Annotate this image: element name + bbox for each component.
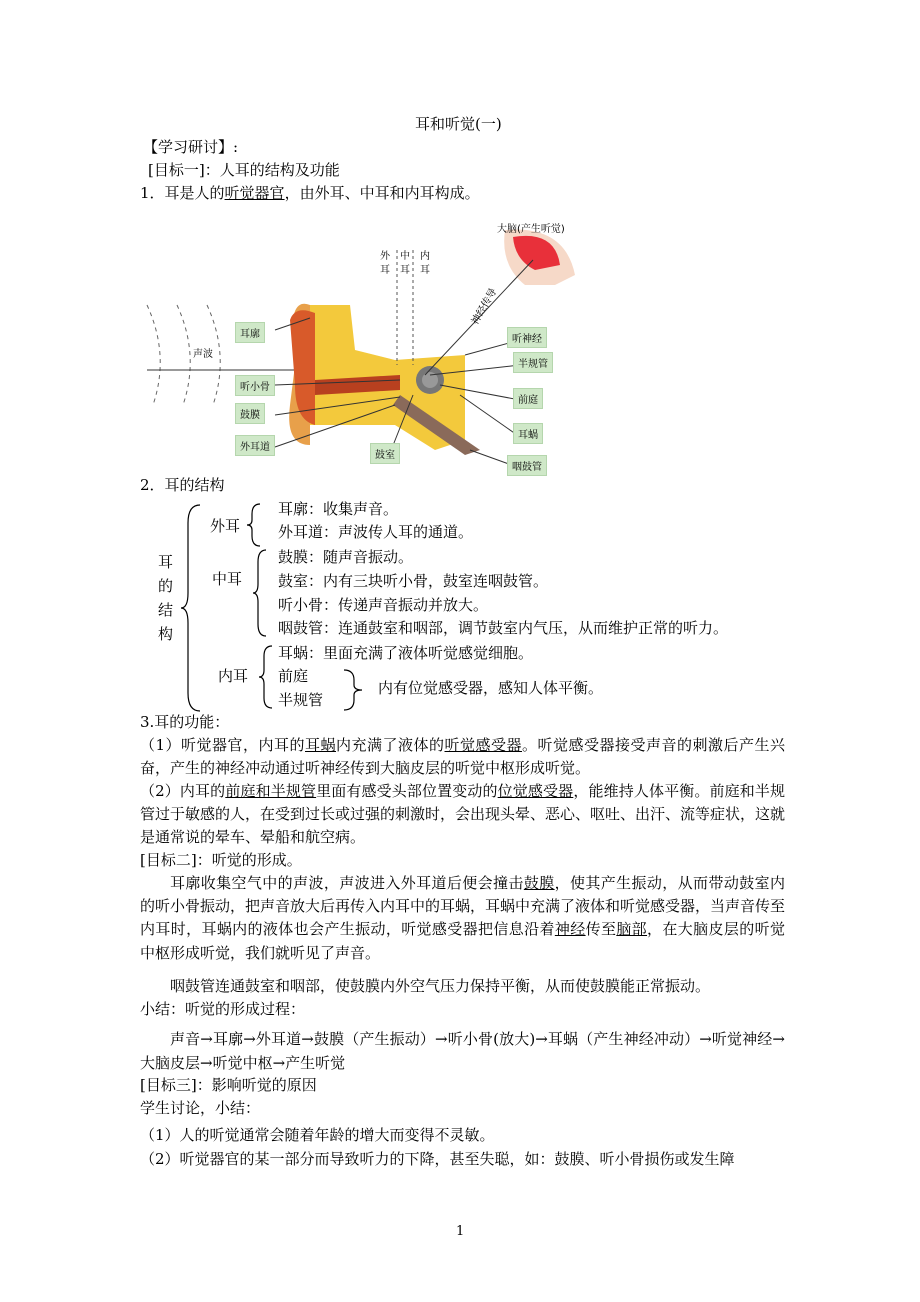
- page-number: 1: [456, 1224, 465, 1239]
- section-heading: 【学习研讨】:: [143, 138, 239, 156]
- brace-icon: [252, 548, 268, 638]
- root-char: 的: [158, 577, 174, 595]
- page-title: 耳和听觉(一): [415, 115, 502, 133]
- large-brace-icon: [180, 503, 204, 713]
- label-eardrum: 鼓膜: [235, 403, 265, 424]
- label-cochlea: 耳蜗: [513, 423, 543, 444]
- label-inner-ear: 内耳: [420, 251, 430, 276]
- label-eustachian-tube: 咽鼓管: [507, 455, 547, 476]
- text: 1．耳是人的: [140, 184, 225, 202]
- middle-item: 咽鼓管：连通鼓室和咽部，调节鼓室内气压，从而维护正常的听力。: [278, 619, 729, 637]
- middle-item: 鼓膜：随声音振动。: [278, 548, 414, 566]
- label-tympanic-cavity: 鼓室: [370, 443, 400, 464]
- cause-1: （1）人的听觉通常会随着年龄的增大而变得不灵敏。: [140, 1126, 495, 1144]
- discussion-label: 学生讨论，小结：: [140, 1099, 261, 1117]
- root-char: 结: [158, 601, 174, 619]
- inner-item: 耳蜗：里面充满了液体听觉感觉细胞。: [278, 644, 534, 662]
- summary-flow: 声音→耳廓→外耳道→鼓膜（产生振动）→听小骨(放大)→耳蜗（产生神经冲动）→听觉神经→大脑皮层→听觉中枢→产生听觉: [140, 1030, 785, 1072]
- root-char: 耳: [158, 553, 174, 571]
- goal-1-heading: [目标一]：人耳的结构及功能: [148, 161, 340, 179]
- text: （2）内耳的: [140, 782, 226, 800]
- label-ear-canal: 外耳道: [235, 435, 275, 456]
- label-middle-ear: 中耳: [400, 251, 410, 276]
- text: ，由外耳、中耳和内耳构成。: [284, 184, 480, 202]
- underlined-term: 脑部: [616, 920, 648, 939]
- text: 传至: [585, 920, 617, 939]
- middle-item: 鼓室：内有三块听小骨，鼓室连咽鼓管。: [278, 572, 549, 590]
- underlined-term: 前庭和半规管: [225, 782, 317, 800]
- underlined-term: 耳蜗: [305, 736, 337, 754]
- right-brace-icon: [342, 668, 364, 712]
- outer-item: 耳廓：收集声音。: [278, 500, 399, 518]
- text: （1）听觉器官，内耳的: [140, 736, 306, 754]
- outer-ear-name: 外耳: [210, 517, 241, 535]
- underlined-term: 听觉器官: [224, 184, 285, 202]
- item-3: 3.耳的功能：: [140, 713, 230, 731]
- label-nerve-conduction: 神经传导: [469, 286, 500, 327]
- inner-item: 前庭: [278, 667, 309, 685]
- text: 耳廓收集空气中的声波，声波进入外耳道后便会撞击: [170, 874, 524, 892]
- item-2: 2．耳的结构: [140, 476, 225, 494]
- label-ossicles: 听小骨: [235, 375, 275, 396]
- underlined-term: 神经: [554, 920, 586, 939]
- label-brain: 大脑(产生听觉): [497, 224, 565, 235]
- eustachian-paragraph: 咽鼓管连通鼓室和咽部，使鼓膜内外空气压力保持平衡，从而使鼓膜能正常振动。: [170, 977, 711, 995]
- text: ，使其产生振动，从而带动鼓室内的听小骨振动，把声音放大后再传入内耳中的耳蜗，耳蜗中充满了液体和听觉感受器，当声音传至内耳时，耳蜗内的液体也会产生振动，听觉感受器把信息沿着: [140, 874, 786, 939]
- label-semicircular-canals: 半规管: [513, 352, 553, 373]
- brace-icon: [258, 644, 274, 710]
- text: 。听觉感受器接受声音的刺激后产生兴奋，产生的神经冲动通过听神经传到大脑皮层的听觉中枢形成听觉。: [140, 736, 785, 778]
- goal-3-heading: [目标三]：影响听觉的原因: [140, 1076, 317, 1094]
- underlined-term: 鼓膜: [523, 874, 555, 892]
- ear-diagram-figure: [135, 225, 585, 475]
- text: ，在大脑皮层的听觉中枢形成听觉，我们就听见了声音。: [140, 920, 785, 962]
- middle-ear-name: 中耳: [212, 570, 243, 588]
- label-sound-wave: 声波: [193, 349, 213, 360]
- outer-item: 外耳道：声波传人耳的通道。: [278, 523, 474, 541]
- label-pinna: 耳廓: [235, 322, 265, 343]
- middle-item: 听小骨：传递声音振动并放大。: [278, 596, 489, 614]
- brace-icon: [246, 502, 262, 548]
- inner-group-note: 内有位觉感受器，感知人体平衡。: [378, 679, 604, 697]
- function-2: [140, 780, 785, 850]
- summary-label: 小结：听觉的形成过程：: [140, 1000, 306, 1018]
- root-char: 构: [158, 625, 174, 643]
- underlined-term: 听觉感受器: [444, 736, 522, 754]
- label-auditory-nerve: 听神经: [507, 327, 547, 348]
- item-1: [140, 182, 480, 205]
- goal-2-heading: [目标二]：听觉的形成。: [140, 851, 302, 869]
- label-outer-ear: 外耳: [380, 251, 390, 276]
- text: ，能维持人体平衡。前庭和半规管过于敏感的人，在受到过长或过强的刺激时，会出现头晕、恶心、呕吐、出汗、流等症状，这就是通常说的晕车、晕船和航空病。: [140, 782, 786, 847]
- inner-item: 半规管: [278, 691, 324, 709]
- text: 里面有感受头部位置变动的: [316, 782, 498, 800]
- inner-ear-name: 内耳: [218, 667, 249, 685]
- underlined-term: 位觉感受器: [497, 782, 574, 800]
- label-vestibule: 前庭: [513, 388, 543, 409]
- cause-2: （2）听觉器官的某一部分而导致听力的下降，甚至失聪，如：鼓膜、听小骨损伤或发生障: [140, 1150, 735, 1168]
- hearing-formation-paragraph: [140, 872, 785, 965]
- text: 内充满了液体的: [336, 736, 445, 754]
- function-1: [140, 734, 785, 780]
